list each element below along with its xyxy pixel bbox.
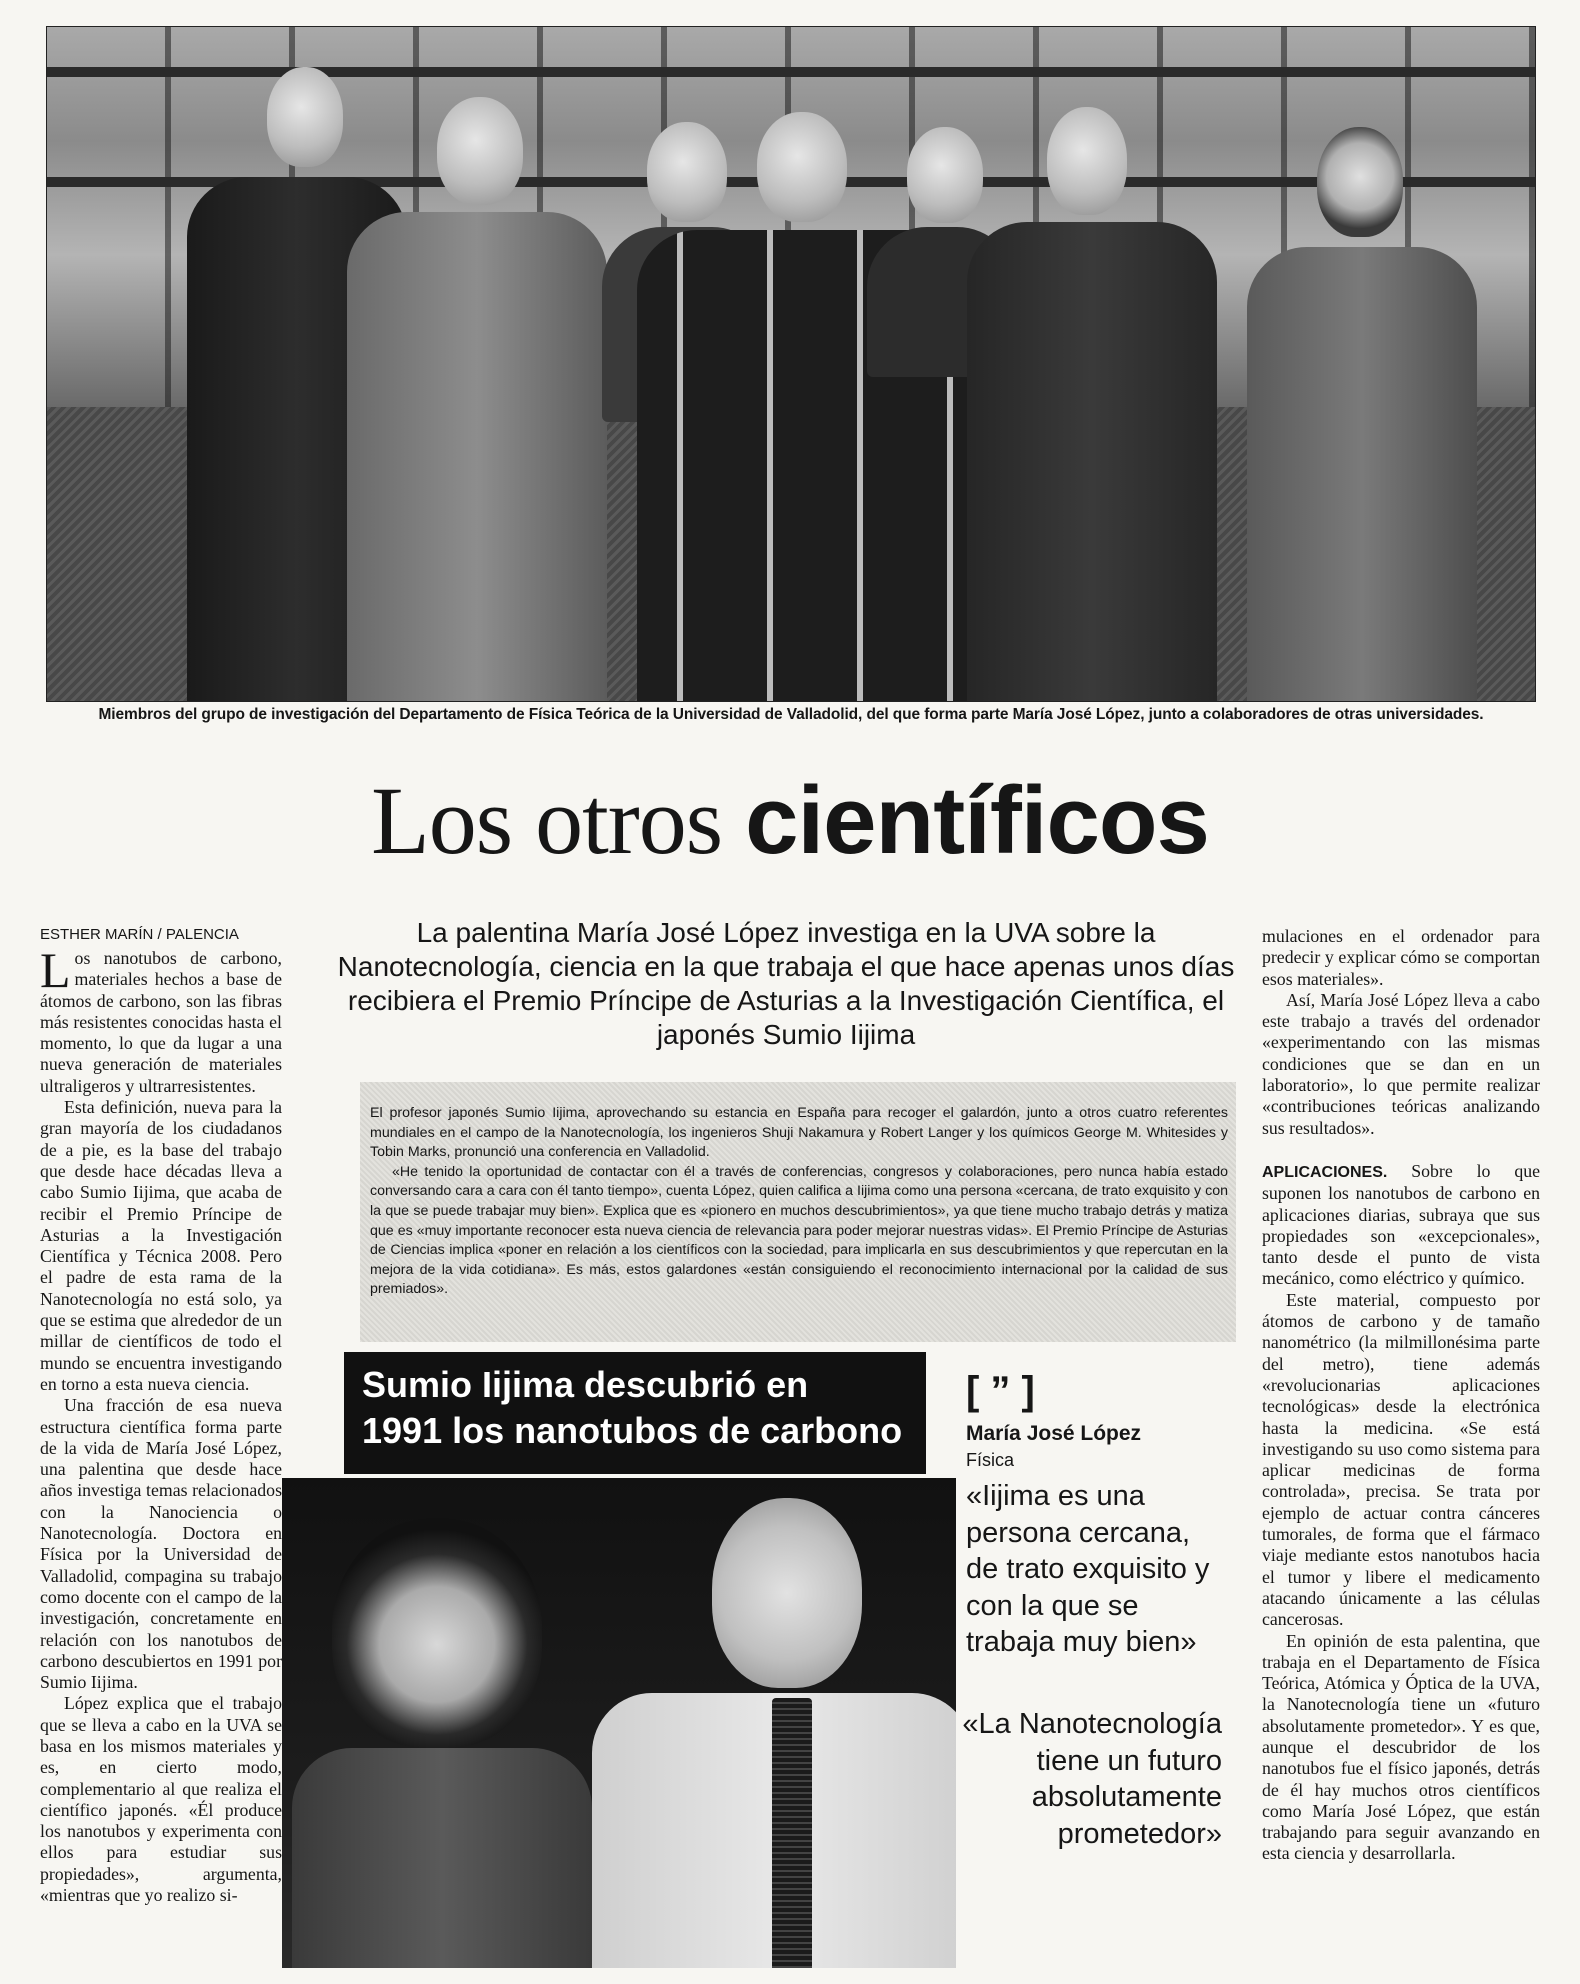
- pull-quote: «Iijima es una persona cercana, de trato exquisito y con la que se trabaja muy bien»: [966, 1480, 1210, 1658]
- box-paragraph: El profesor japonés Sumio Iijima, aprovechando su estancia en España para recoger el galardón, junto a otros cuatro referentes mundiales en el campo de la Nanotecnología, los ingenieros Shuji Nakamura y Robert Langer y los químicos George M. Whitesides y Tobin Marks, pronunció una conferencia en Valladolid.: [370, 1105, 1228, 1161]
- article-paragraph: En opinión de esta palentina, que trabaja en el Departamento de Física Teórica, Atómica y Óptica de la UVA, la Nanotecnología tiene un «futuro absolutamente prometedor». Y es que, aunque el descubridor de los nanotubos fue el físico japonés, detrás de él hay muchos otros científicos como María José López, que están trabajando para seguir avanzando en esta ciencia y desarrollarla.: [1262, 1630, 1540, 1864]
- article-paragraph: Una fracción de esa nueva estructura científica forma parte de la vida de María José López, una palentina que desde hace años investiga temas relacionados con la Nanociencia o Nanotecnología. Doctora en Física por la Universidad de Valladolid, compagina su trabajo como docente con el campo de la investigación, concretamente en relación con los nanotubos de carbono descubiertos en 1991 por Sumio Iijima.: [40, 1395, 282, 1693]
- byline-separator: /: [153, 926, 166, 943]
- photo-caption: Miembros del grupo de investigación del Departamento de Física Teórica de la Universidad de Valladolid, del que forma parte María José López, junto a colaboradores de otras universidades.: [98, 706, 1484, 723]
- article-paragraph: Los nanotubos de carbono, materiales hechos a base de átomos de carbono, son las fibras más resistentes conocidas hasta el momento, lo que da lugar a una nueva generación de materiales ultraligeros y ultrarresistentes.: [40, 948, 282, 1096]
- headline-light: Los otros: [371, 767, 746, 874]
- article-paragraph: Esta definición, nueva para la gran mayoría de los ciudadanos de a pie, es la base del trabajo que desde hace décadas lleva a cabo Sumio Iijima, que acaba de recibir el Premio Príncipe de Asturias a la Investigación Científica y Técnica 2008. Pero el padre de esta rama de la Nanotecnología no está solo, ya que se estima que alrededor de un millar de científicos de todo el mundo se encuentra investigando en torno a esta nueva ciencia.: [40, 1097, 282, 1394]
- photo-person-man: [592, 1498, 956, 1968]
- article-paragraph: López explica que el trabajo que se lleva a cabo en la UVA se basa en los mismos materiales y es, en cierto modo, complementario al que realiza el científico japonés. «Él produce los nanotubos y experimenta con ellos para estudiar sus propiedades», argumenta, «mientras que yo realizo si-: [40, 1693, 282, 1906]
- quote-attribution-role: Física: [966, 1450, 1015, 1470]
- article-paragraph: mulaciones en el ordenador para predecir y explicar cómo se comportan esos materiales».: [1262, 926, 1540, 989]
- article-column-right: [1262, 926, 1540, 1966]
- article-deck: La palentina María José López investiga en la UVA sobre la Nanotecnología, ciencia en la que trabaja el que hace apenas unos días recibiera el Premio Príncipe de Asturias a la Investigación Científica, el japonés Sumio Iijima: [337, 917, 1235, 1050]
- photo-person: [967, 107, 1217, 702]
- photo-person: [1247, 127, 1477, 702]
- headline: [0, 756, 1580, 886]
- group-photo: [46, 26, 1536, 702]
- drop-cap: L: [40, 948, 71, 998]
- byline: [40, 926, 290, 948]
- portrait-photo: [282, 1478, 956, 1968]
- byline-author: ESTHER MARÍN: [40, 926, 154, 943]
- banner-line: 1991 los nanotubos de carbono: [362, 1410, 903, 1451]
- article-paragraph: APLICACIONES. Sobre lo que suponen los nanotubos de carbono en aplicaciones diarias, subraya que sus propiedades son «excepcionales», tanto desde el punto de vista mecánico, como eléctrico y químico.: [1262, 1160, 1540, 1289]
- byline-place: PALENCIA: [165, 926, 239, 943]
- photo-person: [347, 97, 607, 702]
- quote-attribution-name: María José López: [966, 1422, 1142, 1445]
- photo-person-woman: [282, 1518, 602, 1968]
- shaded-sidebar-box: [360, 1082, 1236, 1342]
- pull-quote: «La Nanotecnología tiene un futuro absolutamente prometedor»: [962, 1708, 1222, 1850]
- section-subhead: APLICACIONES.: [1262, 1163, 1388, 1181]
- headline-bold: científicos: [745, 767, 1209, 874]
- box-paragraph: «He tenido la oportunidad de contactar con él a través de conferencias, congresos y colaboraciones, pero nunca había estado conversando cara a cara con él tanto tiempo», cuenta López, quien califica a Iijima como una persona «cercana, de trato exquisito y con la que se puede trabajar muy bien». Explica que es «pionero en muchos descubrimientos», ya que tiene mucho trabajo detrás y matiza que es «muy importante reconocer esta nueva ciencia de relevancia para poder mejorar nuestras vidas». El Premio Príncipe de Asturias de Ciencias implica «poner en relación a los científicos con la sociedad, para implicarla en sus descubrimientos y que repercutan en la mejora de la vida cotidiana». Es más, estos galardones «están consiguiendo el reconocimiento internacional por la calidad de sus premiados».: [370, 1163, 1228, 1298]
- article-paragraph: Este material, compuesto por átomos de carbono y de tamaño nanométrico (la milmillonésima parte del metro), tiene además «revolucionarias aplicaciones tecnológicas» desde la electrónica hasta la medicina. «Se está investigando su uso como sistema para aplicar medicinas de forma controlada», precisa. Se trata por ejemplo de actuar contra cánceres tumorales, de forma que el fármaco viaje mediante estos nanotubos hacia el tumor y libere el medicamento atacando únicamente a las células cancerosas.: [1262, 1289, 1540, 1630]
- photo-banner-headline: [344, 1352, 926, 1474]
- article-column-left: [40, 948, 282, 1958]
- quote-marks-icon: [ ” ]: [966, 1369, 1035, 1413]
- banner-line: Sumio Iijima descubrió en: [362, 1364, 809, 1405]
- article-paragraph: Así, María José López lleva a cabo este trabajo a través del ordenador «experimentando con las mismas condiciones que se dan en un laboratorio», lo que permite realizar «contribuciones teóricas analizando sus resultados».: [1262, 989, 1540, 1138]
